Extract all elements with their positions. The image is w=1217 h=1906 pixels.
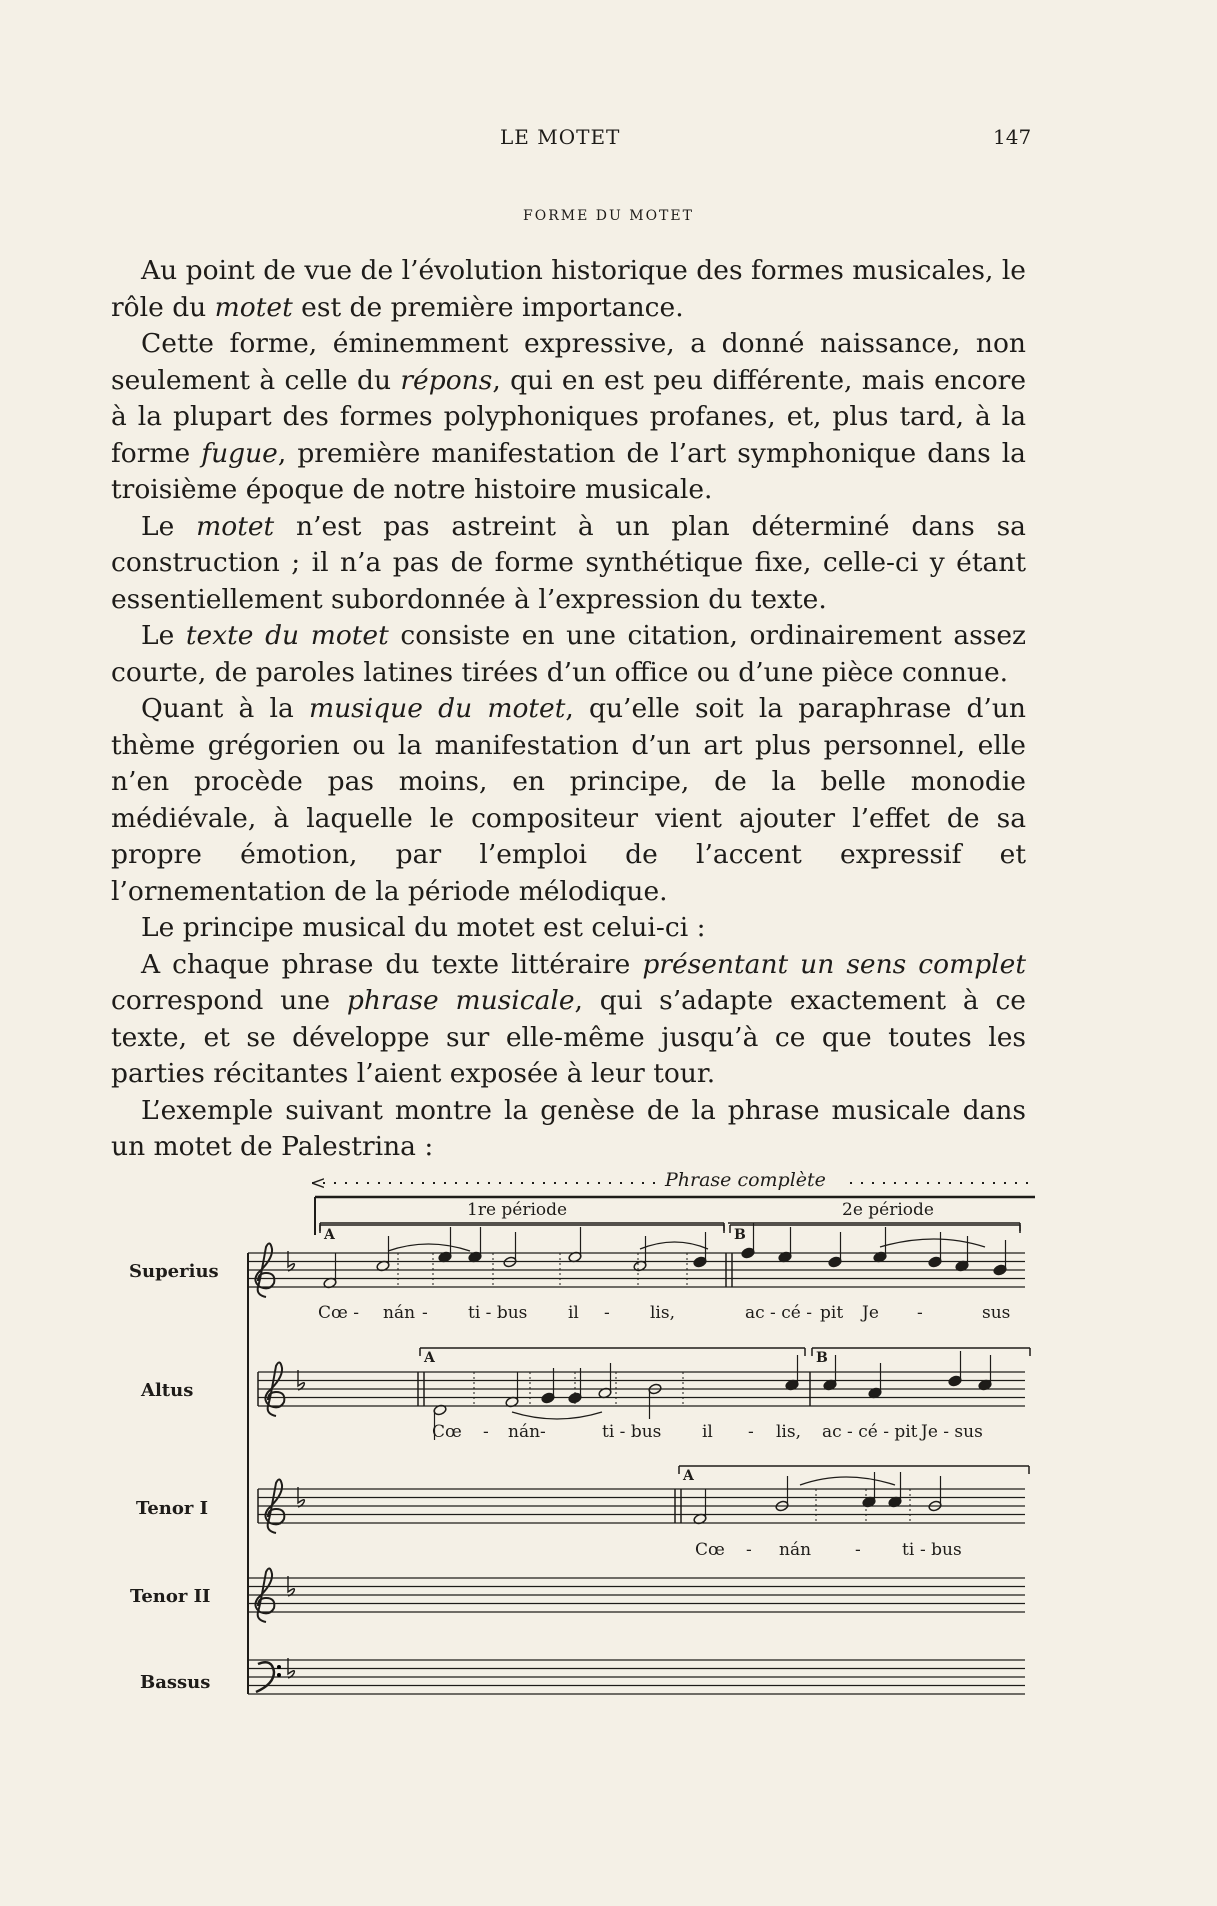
text-run: , qui en est peu différente, mais encore à la plupart des formes polyphoniques profanes, et, plus tard, à la forme [111, 364, 1027, 469]
text-run: Le [141, 510, 197, 542]
lyric-syllable: Je [862, 1303, 879, 1323]
voice-label: Tenor I [136, 1498, 209, 1519]
text-run: Au point de vue de l’évolution historique des formes musicales, le rôle du [111, 255, 1026, 323]
score-notation [0, 1165, 1217, 1705]
staff-bassus [248, 1658, 1025, 1694]
lyric-syllable: - [483, 1422, 489, 1442]
text-run: A chaque phrase du texte littéraire [141, 948, 643, 980]
lyric-syllable: il [702, 1422, 713, 1442]
body-text [111, 253, 1026, 1166]
running-title: LE MOTET [500, 125, 621, 149]
text-run: consiste en une citation, ordinairement assez courte, de paroles latines tirées d’un office ou d’une pièce connue. [111, 620, 1026, 688]
italic-term: présentant un sens complet [642, 948, 1026, 980]
paragraph [111, 910, 1026, 947]
text-run: , première manifestation de l’art symphonique dans la troisième époque de notre histoire musicale. [111, 437, 1026, 505]
lyric-syllable: Cœ [695, 1540, 725, 1560]
text-run: n’est pas astreint à un plan déterminé dans sa construction ; il n’a pas de forme synthétique fixe, celle-ci y étant essentiellement subordonnée à l’expression du texte. [111, 510, 1026, 615]
slur [880, 1239, 985, 1247]
section-marker: B [734, 1227, 746, 1243]
paragraph [111, 509, 1026, 619]
lyric-syllable: - [855, 1540, 861, 1560]
italic-term: musique du motet [308, 693, 566, 724]
lyric-syllable: nán [508, 1422, 541, 1442]
lyric-syllable: - [422, 1303, 428, 1323]
lyric-syllable: ti - bus [468, 1303, 528, 1323]
lyric-syllable: ac - cé - pit [822, 1422, 918, 1442]
lyric-syllable: - [917, 1303, 923, 1323]
italic-term: répons [400, 364, 493, 396]
page-number: 147 [993, 125, 1032, 149]
page-header [0, 125, 1217, 155]
lyric-syllable: pit [820, 1303, 844, 1323]
lyric-syllable: nán [383, 1303, 416, 1323]
voice-label: Tenor II [130, 1586, 211, 1607]
text-run: , qu’elle soit la paraphrase d’un thème grégorien ou la manifestation d’un art plus personnel, elle n’en procède pas moins, en principe, de la belle monodie médiévale, à laquelle le compositeur vient ajouter l’effet de sa propre émotion, par l’emploi de l’accent expressif et l’ornementation de la période mélodique. [111, 693, 1026, 907]
text-run: L’exemple suivant montre la genèse de la phrase musicale dans un motet de Palestrina : [111, 1094, 1026, 1162]
phrase-arrow: < [310, 1172, 326, 1194]
text-run: , qui s’adapte exactement à ce texte, et se développe sur elle-même jusqu’à ce que toutes les parties récitantes l’aient exposée à leur tour. [111, 985, 1026, 1089]
lyric-syllable: Cœ - [318, 1303, 359, 1323]
paragraph [111, 326, 1026, 509]
lyric-syllable: - [604, 1303, 610, 1323]
text-run: correspond une [111, 985, 347, 1016]
italic-term: motet [196, 510, 275, 542]
paragraph [111, 253, 1026, 326]
lyric-syllable: ti - bus [602, 1422, 662, 1442]
section-marker: A [324, 1227, 335, 1243]
music-example [0, 1165, 1217, 1705]
staff-tenor-i [258, 1479, 1025, 1533]
voice-label: Superius [129, 1261, 219, 1282]
section-marker: A [424, 1350, 435, 1366]
lyric-syllable: sus [982, 1303, 1011, 1323]
periode-1-label: 1re période [467, 1200, 568, 1220]
lyric-syllable: - [746, 1540, 752, 1560]
slur [640, 1242, 708, 1249]
lyric-syllable: Cœ [432, 1422, 462, 1442]
phrase-label: Phrase complète [665, 1169, 826, 1191]
lyric-syllable: ti [902, 1540, 915, 1560]
staff-tenor-ii [248, 1568, 1025, 1622]
text-run: Le principe musical du motet est celui-ci : [141, 912, 706, 943]
periode-2-label: 2e période [842, 1200, 934, 1220]
voice-label: Bassus [140, 1672, 211, 1693]
lyric-syllable: Je - sus [921, 1422, 983, 1442]
text-run: est de première importance. [292, 291, 684, 323]
lyric-syllable: nán [779, 1540, 812, 1560]
italic-term: texte du motet [185, 620, 389, 651]
lyric-syllable: - bus [920, 1540, 962, 1560]
paragraph [111, 947, 1026, 1093]
staff-altus [258, 1362, 1025, 1416]
lyric-syllable: lis, [650, 1303, 676, 1323]
voice-label: Altus [141, 1380, 194, 1401]
section-title: FORME DU MOTET [523, 208, 694, 224]
slur [512, 1412, 602, 1419]
italic-term: phrase musicale [346, 985, 575, 1016]
text-run: Cette forme, éminemment expressive, a donné naissance, non seulement à celle du [111, 328, 1026, 396]
text-run: Le [141, 620, 186, 651]
lyric-syllable: lis, [776, 1422, 802, 1442]
section-marker: B [816, 1350, 828, 1366]
section-marker: A [683, 1468, 694, 1484]
slur [388, 1244, 470, 1251]
text-run: Quant à la [141, 693, 309, 724]
lyric-syllable: il [568, 1303, 579, 1323]
slur [800, 1477, 895, 1485]
italic-term: motet [214, 291, 293, 323]
lyric-syllable: ac - cé - [745, 1303, 812, 1323]
lyric-syllable: - [748, 1422, 754, 1442]
lyric-syllable: - [540, 1422, 546, 1442]
paragraph [111, 691, 1026, 910]
bass-clef-dot [277, 1673, 281, 1677]
bass-clef-dot [277, 1665, 281, 1669]
italic-term: fugue [201, 437, 278, 469]
paragraph [111, 618, 1026, 691]
paragraph [111, 1093, 1026, 1166]
